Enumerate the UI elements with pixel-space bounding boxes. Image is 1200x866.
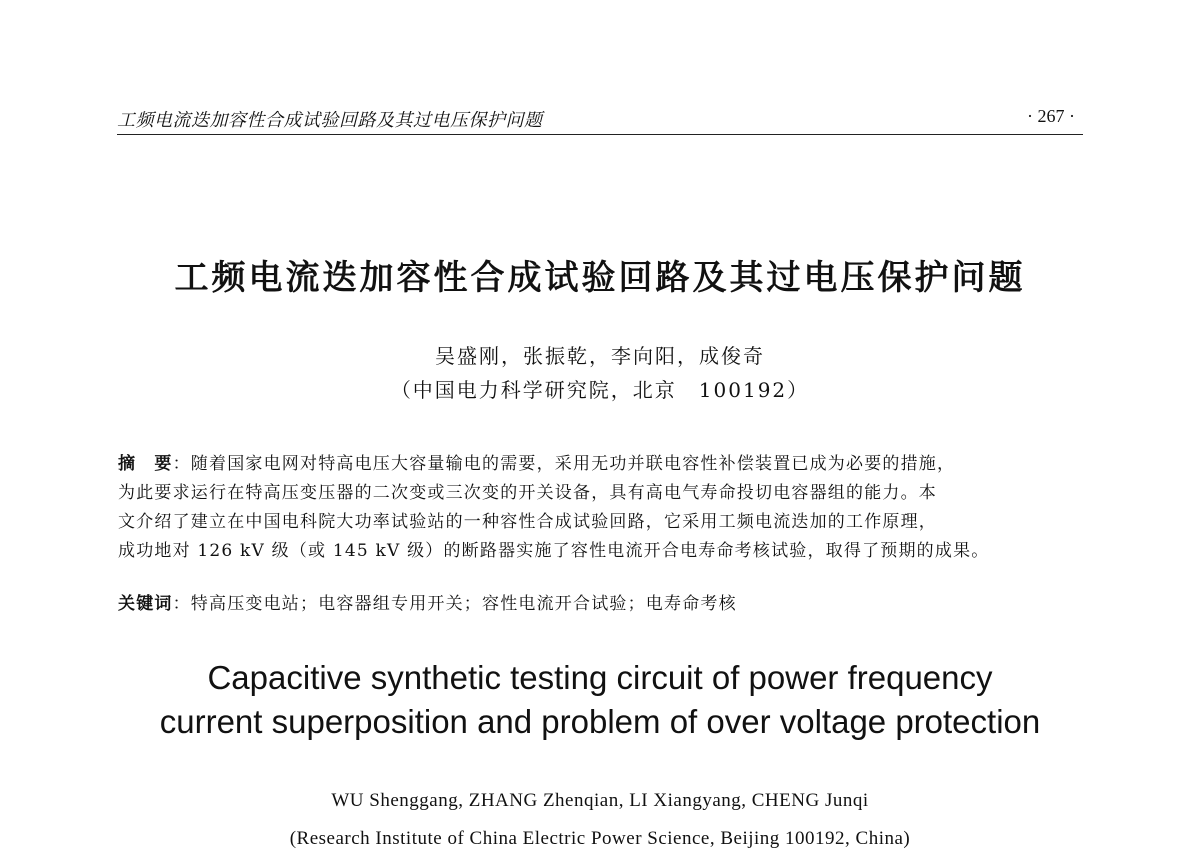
running-header (117, 100, 1083, 135)
abstract-label: 摘 要 (118, 454, 173, 474)
affiliation-english: (Research Institute of China Electric Power Science, Beijing 100192, China) (289, 828, 911, 849)
authors-english: WU Shenggang, ZHANG Zhenqian, LI Xiangyang, CHENG Junqi (331, 790, 869, 811)
title-chinese: 工频电流迭加容性合成试验回路及其过电压保护问题 (174, 258, 1026, 298)
title-english (0, 656, 1200, 744)
keywords-text: ：特高压变电站；电容器组专用开关；容性电流开合试验；电寿命考核 (172, 594, 737, 614)
affiliation-chinese: （中国电力科学研究院，北京 100192） (390, 378, 810, 402)
page-number: · 267 · (1027, 106, 1075, 126)
title-english-line: current superposition and problem of over voltage protection (159, 703, 1041, 740)
abstract-line: 文介绍了建立在中国电科院大功率试验站的一种容性合成试验回路，它采用工频电流迭加的工作原理， (118, 512, 937, 532)
abstract-line: 成功地对 126 kV 级（或 145 kV 级）的断路器实施了容性电流开合电寿命考核试验，取得了预期的成果。 (118, 541, 990, 561)
abstract-text: ：随着国家电网对特高电压大容量输电的需要，采用无功并联电容性补偿装置已成为必要的措施， (172, 454, 956, 474)
abstract (118, 450, 1084, 566)
keywords-label: 关键词 (118, 594, 173, 614)
keywords (118, 589, 1084, 614)
title-english-line: Capacitive synthetic testing circuit of power frequency (207, 659, 993, 696)
running-title: 工频电流迭加容性合成试验回路及其过电压保护问题 (117, 110, 543, 131)
authors-chinese: 吴盛刚，张振乾，李向阳，成俊奇 (435, 344, 765, 368)
abstract-line (118, 450, 1084, 479)
abstract-line: 为此要求运行在特高压变压器的二次变或三次变的开关设备，具有高电气寿命投切电容器组的能力。本 (118, 483, 937, 503)
